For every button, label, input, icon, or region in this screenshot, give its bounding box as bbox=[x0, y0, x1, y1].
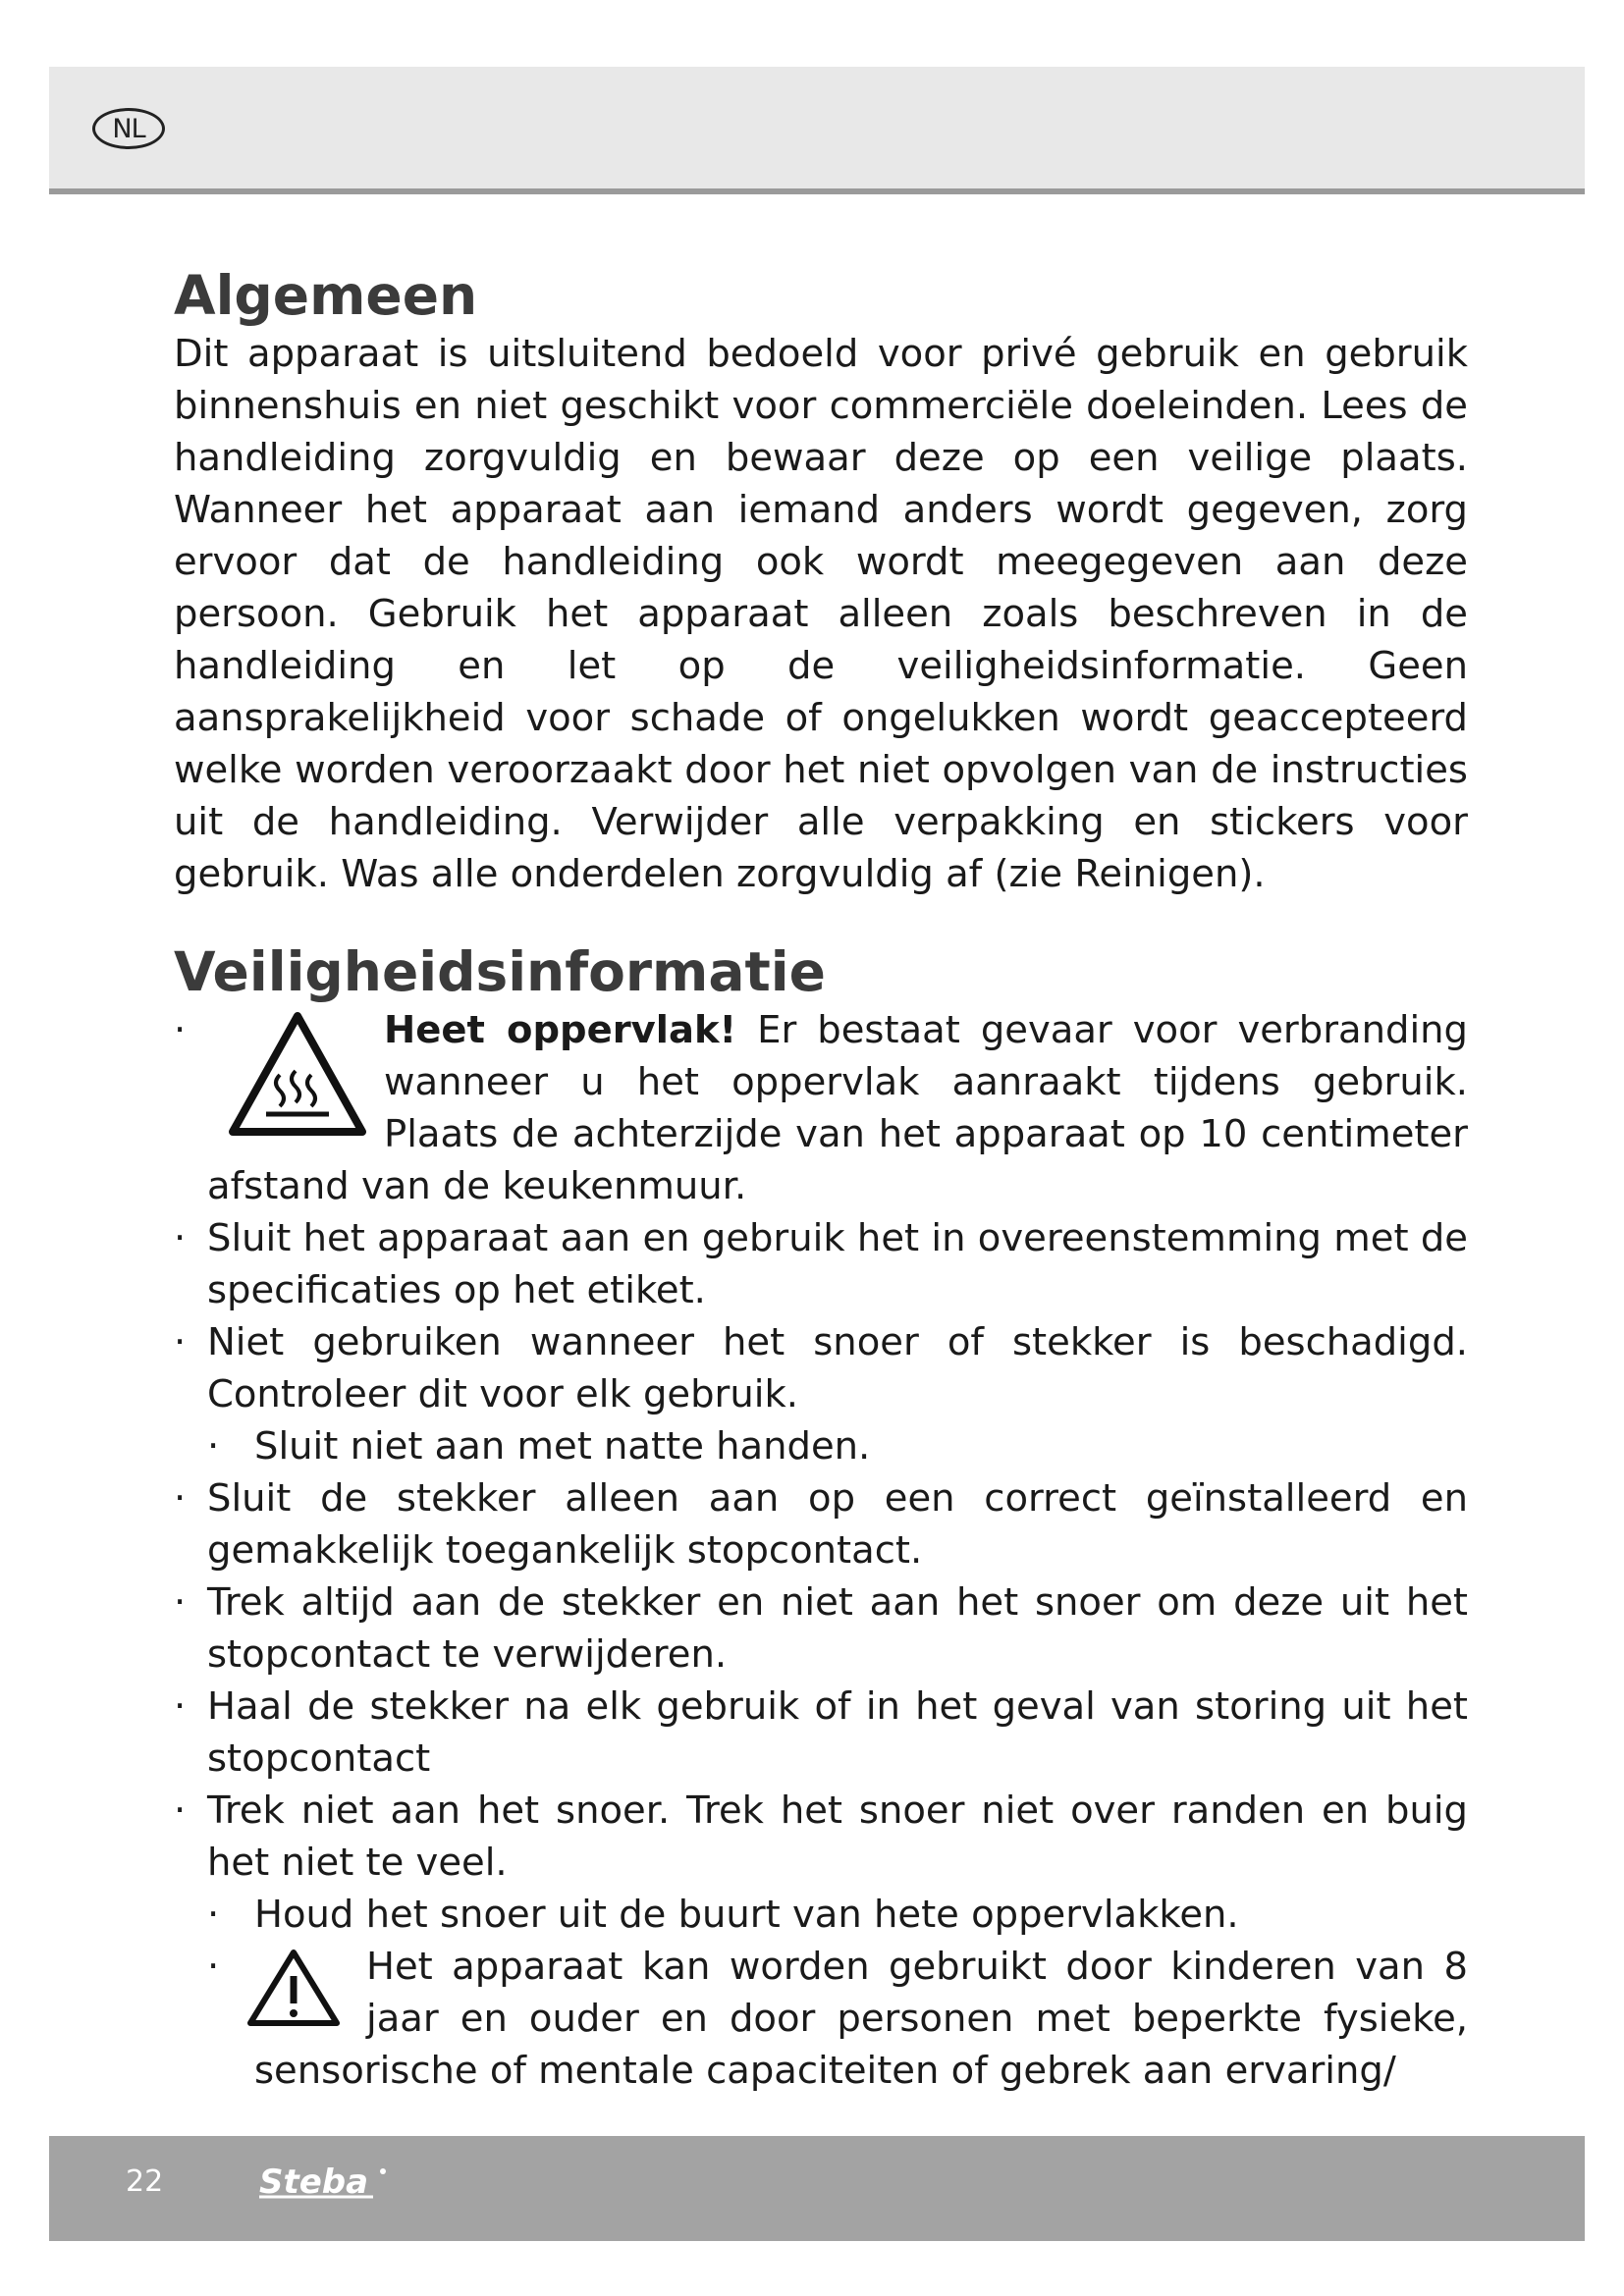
page-content bbox=[174, 263, 1468, 2097]
children-warning-text: Het apparaat kan worden gebruikt door kinderen van 8 jaar en ouder en door personen met beperkte fysieke, sensorische of mentale capaciteiten of gebrek aan ervaring/ bbox=[254, 1945, 1468, 2093]
safety-item-text: Houd het snoer uit de buurt van hete oppervlakken. bbox=[254, 1893, 1239, 1937]
general-paragraph: Dit apparaat is uitsluitend bedoeld voor privé gebruik en gebruik binnenshuis en niet geschikt voor commerciële doeleinden. Lees de handleiding zorgvuldig en bewaar deze op een veilige plaats. Wanneer het apparaat aan iemand anders wordt gegeven, zorg ervoor dat de handleiding ook wordt meegegeven aan deze persoon. Gebruik het apparaat alleen zoals beschreven in de handleiding en let op de veiligheidsinformatie. Geen aansprakelijkheid voor schade of ongelukken wordt geaccepteerd welke worden veroorzaakt door het niet opvolgen van de instructies uit de handleiding. Verwijder alle verpakking en stickers voor gebruik. Was alle onderdelen zorgvuldig af (zie Reinigen). bbox=[174, 332, 1468, 896]
safety-item bbox=[174, 1576, 1468, 1681]
bullet-dot: · bbox=[207, 1424, 220, 1468]
safety-item-text: Sluit het apparaat aan en gebruik het in overeenstemming met de specificaties op het etiket. bbox=[207, 1216, 1468, 1312]
safety-item-text: Trek niet aan het snoer. Trek het snoer niet over randen en buig het niet te veel. bbox=[207, 1789, 1468, 1885]
header-band bbox=[49, 67, 1585, 194]
safety-item-text: Niet gebruiken wanneer het snoer of stekker is beschadigd. Controleer dit voor elk gebruik. bbox=[207, 1320, 1468, 1416]
bullet-dot: · bbox=[174, 1216, 187, 1260]
safety-item-text: Sluit niet aan met natte handen. bbox=[254, 1424, 871, 1468]
safety-item bbox=[174, 1889, 1468, 1941]
safety-item bbox=[174, 1472, 1468, 1576]
hot-surface-warning-icon bbox=[227, 1010, 368, 1138]
safety-item-text: Sluit de stekker alleen aan op een correct geïnstalleerd en gemakkelijk toegankelijk stopcontact. bbox=[207, 1476, 1468, 1573]
hot-surface-heading: Heet oppervlak! bbox=[384, 1008, 737, 1052]
safety-item-text: Trek altijd aan de stekker en niet aan het snoer om deze uit het stopcontact te verwijderen. bbox=[207, 1580, 1468, 1677]
safety-item bbox=[174, 1785, 1468, 1889]
safety-item-hot-surface bbox=[174, 1004, 1468, 1212]
bullet-dot: · bbox=[174, 1008, 187, 1052]
section-title-general: Algemeen bbox=[174, 264, 478, 327]
bullet-dot: · bbox=[174, 1789, 187, 1833]
safety-item-children bbox=[174, 1941, 1468, 2097]
safety-list bbox=[174, 1004, 1468, 2097]
bullet-dot: · bbox=[207, 1893, 220, 1937]
hot-surface-text: Er bestaat gevaar voor verbranding wanneer u het oppervlak aanraakt tijdens gebruik. Plaats de achterzijde van het apparaat op 10 centimeter afstand van de keukenmuur. bbox=[207, 1008, 1468, 1208]
safety-item bbox=[174, 1212, 1468, 1316]
safety-item bbox=[174, 1681, 1468, 1785]
language-badge: NL bbox=[92, 108, 165, 149]
bullet-dot: · bbox=[174, 1684, 187, 1729]
general-warning-icon bbox=[246, 1949, 356, 2027]
section-title-safety: Veiligheidsinformatie bbox=[174, 940, 826, 1003]
bullet-dot: · bbox=[174, 1320, 187, 1364]
steba-logo bbox=[257, 2160, 414, 2209]
brand-logo-text: Steba bbox=[259, 2163, 369, 2202]
bullet-dot: · bbox=[207, 1945, 220, 1989]
bullet-dot: · bbox=[174, 1476, 187, 1521]
safety-item-text: Haal de stekker na elk gebruik of in het geval van storing uit het stopcontact bbox=[207, 1684, 1468, 1781]
safety-item bbox=[174, 1420, 1468, 1472]
page-number: 22 bbox=[126, 2164, 164, 2199]
bullet-dot: · bbox=[174, 1580, 187, 1625]
safety-item bbox=[174, 1316, 1468, 1420]
